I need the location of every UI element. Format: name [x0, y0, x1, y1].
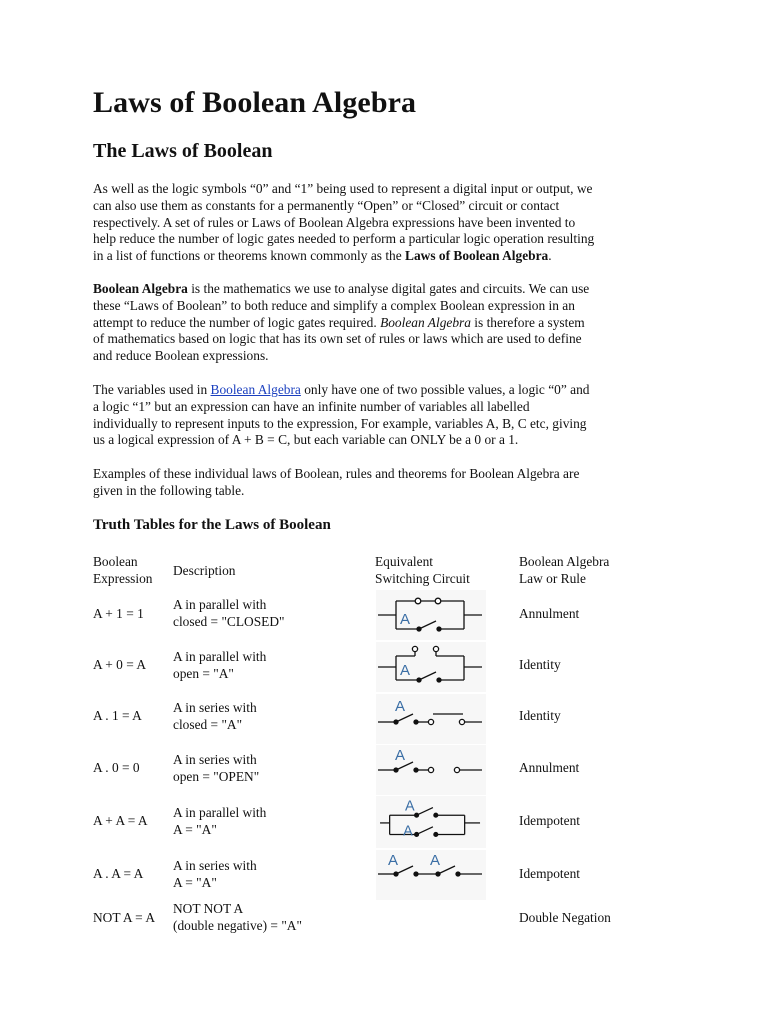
- header-law: [519, 554, 609, 587]
- description-line: closed = "A": [173, 716, 243, 732]
- row-law: Annulment: [519, 606, 580, 621]
- paragraph-line: attempt to reduce the number of logic gates required.: [93, 314, 381, 330]
- description-line: A in parallel with: [173, 805, 267, 820]
- variables-paragraph: [93, 382, 683, 449]
- description-line: A = "A": [173, 874, 217, 890]
- circuit-parallel-closed: [376, 590, 486, 640]
- switch-label-a: A: [400, 662, 411, 679]
- row-expression: A . 1 = A: [93, 708, 142, 723]
- italic-term: Boolean Algebra: [380, 314, 471, 330]
- row-description: [173, 700, 257, 733]
- header-text: Law or Rule: [519, 570, 586, 586]
- paragraph-line: only have one of two possible values, a logic “0” and: [300, 382, 590, 397]
- paragraph-line: can also use them as constants for a permanently “Open” or “Closed” circuit or contact: [93, 197, 560, 213]
- paragraph-line: help reduce the number of logic gates needed to perform a particular logic operation resulting: [93, 231, 595, 247]
- header-expression: [93, 554, 153, 587]
- description-line: NOT NOT A: [173, 901, 244, 916]
- row-law: Double Negation: [519, 910, 611, 925]
- paragraph-line: individually to represent inputs to the expression, For example, variables A, B, C etc, giving: [93, 415, 587, 431]
- circuit-parallel-a-a: [376, 796, 486, 848]
- boolean-algebra-link[interactable]: Boolean Algebra: [210, 382, 301, 397]
- description-line: A in parallel with: [173, 597, 267, 612]
- description-line: A in series with: [173, 858, 257, 873]
- paragraph-line: As well as the logic symbols “0” and “1” being used to represent a digital input or output, we: [93, 181, 593, 196]
- paragraph-line: these “Laws of Boolean” to both reduce and simplify a complex Boolean expression in an: [93, 297, 575, 313]
- paragraph-punct: .: [548, 248, 552, 264]
- bold-term: Laws of Boolean Algebra: [405, 248, 549, 264]
- row-law: Identity: [519, 708, 561, 723]
- circuit-parallel-open: [376, 642, 486, 692]
- page-title: Laws of Boolean Algebra: [93, 86, 417, 119]
- paragraph-line: and reduce Boolean expressions.: [93, 348, 269, 364]
- bold-term: Boolean Algebra: [93, 281, 188, 296]
- switch-label-a: A: [395, 698, 406, 715]
- switch-label-a: A: [395, 747, 406, 764]
- row-description: [173, 858, 257, 891]
- paragraph-line: us a logical expression of A + B = C, but each variable can ONLY be a 0 or a 1.: [93, 432, 519, 448]
- header-text: Boolean: [93, 554, 138, 569]
- header-text: Switching Circuit: [375, 570, 470, 586]
- table-heading: Truth Tables for the Laws of Boolean: [93, 517, 331, 533]
- row-law: Annulment: [519, 760, 580, 775]
- definition-paragraph: [93, 281, 683, 365]
- circuit-series-closed: [376, 694, 486, 744]
- paragraph-line: Examples of these individual laws of Boolean, rules and theorems for Boolean Algebra are: [93, 466, 580, 481]
- examples-paragraph: [93, 466, 683, 500]
- paragraph-line: respectively. A set of rules or Laws of Boolean Algebra expressions have been invented to: [93, 214, 576, 230]
- row-law: Idempotent: [519, 813, 580, 828]
- circuit-series-a-a: [376, 850, 486, 900]
- row-law: Idempotent: [519, 866, 580, 881]
- row-description: [173, 597, 284, 630]
- row-expression: A + 0 = A: [93, 657, 147, 672]
- description-line: A in parallel with: [173, 649, 267, 664]
- paragraph-line: of mathematics based on logic that has its own set of rules or laws which are used to define: [93, 331, 582, 347]
- description-line: A in series with: [173, 700, 257, 715]
- header-circuit: [375, 554, 470, 587]
- row-expression: A . 0 = 0: [93, 760, 140, 775]
- circuit-series-open: [376, 745, 486, 795]
- section-heading: The Laws of Boolean: [93, 140, 273, 162]
- paragraph-line: is therefore a system: [470, 314, 585, 330]
- row-description: [173, 901, 302, 934]
- row-expression: NOT A = A: [93, 910, 155, 925]
- header-text: Equivalent: [375, 554, 434, 569]
- paragraph-line: given in the following table.: [93, 482, 245, 498]
- row-law: Identity: [519, 657, 561, 672]
- switch-label-a: A: [388, 852, 399, 869]
- row-expression: A + A = A: [93, 813, 148, 828]
- header-description: Description: [173, 563, 236, 578]
- row-description: [173, 649, 266, 682]
- header-text: Boolean Algebra: [519, 554, 610, 569]
- paragraph-line: in a list of functions or theorems known commonly as the: [93, 248, 406, 264]
- switch-label-a: A: [405, 798, 415, 815]
- row-expression: A + 1 = 1: [93, 606, 144, 621]
- description-line: open = "A": [173, 665, 234, 681]
- switch-label-a: A: [430, 852, 441, 869]
- paragraph-line: a logic “1” but an expression can have an infinite number of variables all labelled: [93, 398, 530, 414]
- row-expression: A . A = A: [93, 866, 144, 881]
- row-description: [173, 752, 259, 785]
- intro-paragraph: [93, 181, 683, 265]
- paragraph-line: The variables used in: [93, 382, 211, 397]
- description-line: closed = "CLOSED": [173, 613, 285, 629]
- switch-label-a: A: [403, 823, 413, 840]
- header-text: Expression: [93, 570, 153, 586]
- paragraph-line: is the mathematics we use to analyse digital gates and circuits. We can use: [187, 281, 590, 296]
- description-line: A = "A": [173, 821, 217, 837]
- row-description: [173, 805, 266, 838]
- description-line: A in series with: [173, 752, 257, 767]
- switch-label-a: A: [400, 611, 411, 628]
- description-line: open = "OPEN": [173, 768, 260, 784]
- description-line: (double negative) = "A": [173, 917, 302, 933]
